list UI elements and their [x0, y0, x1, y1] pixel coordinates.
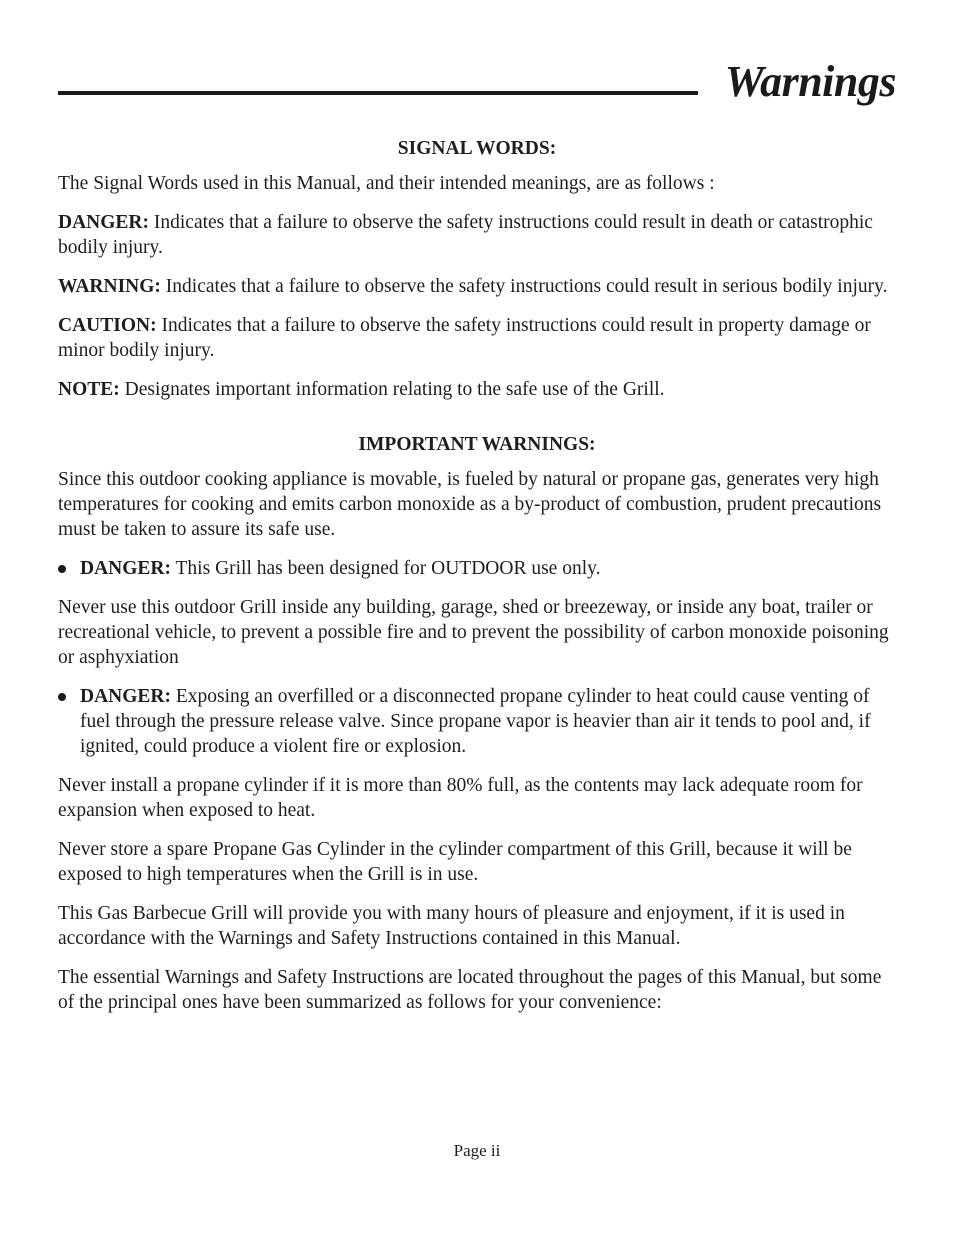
signal-word-text: Indicates that a failure to observe the safety instructions could result in serious bodily injury.	[160, 276, 888, 297]
bullet-propane-cylinder	[58, 684, 896, 759]
bullet-icon	[58, 565, 66, 573]
signal-words-intro: The Signal Words used in this Manual, and their intended meanings, are as follows :	[58, 173, 715, 194]
important-warnings-heading: IMPORTANT WARNINGS:	[358, 434, 596, 455]
important-warnings-intro: Since this outdoor cooking appliance is movable, is fueled by natural or propane gas, generates very high temperatures for cooking and emits carbon monoxide as a by-product of combustion, prudent precautions must be taken to assure its safe use.	[58, 469, 882, 540]
page-number: Page ii	[453, 1141, 501, 1160]
bullet-text: This Grill has been designed for OUTDOOR use only.	[171, 558, 601, 579]
signal-word-text: Indicates that a failure to observe the safety instructions could result in property damage or minor bodily injury.	[58, 315, 871, 361]
signal-word-label: NOTE:	[58, 379, 120, 400]
spare-cylinder-warning: Never store a spare Propane Gas Cylinder in the cylinder compartment of this Grill, because it will be exposed to high temperatures when the Grill is in use.	[58, 839, 852, 885]
signal-word-label: DANGER:	[58, 212, 149, 233]
signal-word-warning	[58, 274, 896, 299]
bullet-label: DANGER:	[80, 686, 171, 707]
header-rule	[58, 91, 698, 95]
signal-word-danger	[58, 210, 896, 260]
page-content	[58, 136, 896, 1029]
signal-word-note	[58, 377, 896, 402]
bullet-outdoor-only	[58, 556, 896, 581]
signal-word-text: Designates important information relating to the safe use of the Grill.	[119, 379, 665, 400]
indoor-use-warning: Never use this outdoor Grill inside any building, garage, shed or breezeway, or inside any boat, trailer or recreational vehicle, to prevent a possible fire and to prevent the possibility of carbon monoxide poisoning or asphyxiation	[58, 597, 889, 668]
bullet-text: Exposing an overfilled or a disconnected propane cylinder to heat could cause venting of fuel through the pressure release valve. Since propane vapor is heavier than air it tends to pool and, if ignited, could produce a violent fire or explosion.	[80, 686, 871, 757]
page-title: Warnings	[724, 57, 896, 106]
cylinder-fill-warning: Never install a propane cylinder if it is more than 80% full, as the contents may lack adequate room for expansion when exposed to heat.	[58, 775, 863, 821]
signal-word-label: CAUTION:	[58, 315, 157, 336]
signal-word-label: WARNING:	[58, 276, 161, 297]
bullet-label: DANGER:	[80, 558, 171, 579]
signal-word-caution	[58, 313, 896, 363]
signal-words-heading: SIGNAL WORDS:	[397, 138, 557, 159]
bullet-icon	[58, 693, 66, 701]
summary-paragraph: The essential Warnings and Safety Instructions are located throughout the pages of this Manual, but some of the principal ones have been summarized as follows for your convenience:	[58, 967, 882, 1013]
signal-word-text: Indicates that a failure to observe the safety instructions could result in death or catastrophic bodily injury.	[58, 212, 873, 258]
enjoyment-paragraph: This Gas Barbecue Grill will provide you with many hours of pleasure and enjoyment, if it is used in accordance with the Warnings and Safety Instructions contained in this Manual.	[58, 903, 845, 949]
